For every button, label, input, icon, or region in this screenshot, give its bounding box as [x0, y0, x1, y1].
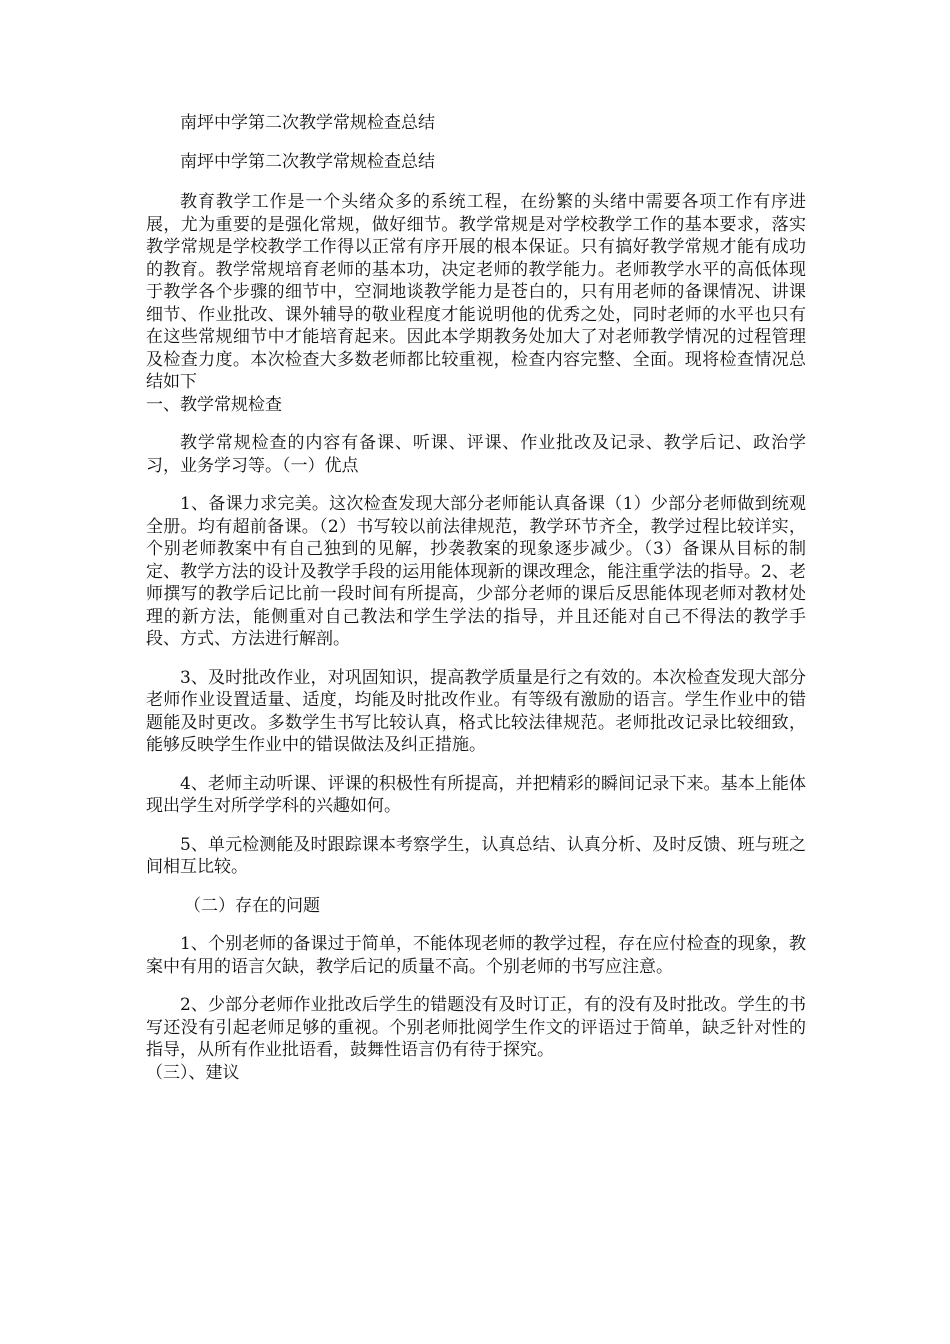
suggestions-heading: （三）、建议 — [146, 1062, 240, 1083]
document-subtitle: 南坪中学第二次教学常规检查总结 — [180, 151, 435, 172]
document-title: 南坪中学第二次教学常规检查总结 — [180, 113, 435, 133]
point-4-paragraph: 4、老师主动听课、评课的积极性有所提高，并把精彩的瞬间记录下来。基本上能体现出学生对所学学科的兴趣如何。 — [146, 773, 806, 816]
point-3-paragraph: 3、及时批改作业，对巩固知识，提高教学质量是行之有效的。本次检查发现大部分老师作业设置适量、适度，均能及时批改作业。有等级有激励的语言。学生作业中的错题能及时更改。多数学生书写比较认真，格式比较法律规范。老师批改记录比较细致，能够反映学生作业中的错误做法及纠正措施。 — [146, 667, 806, 755]
intro-paragraph: 教育教学工作是一个头绪众多的系统工程，在纷繁的头绪中需要各项工作有序进展，尤为重要的是强化常规，做好细节。教学常规是对学校教学工作的基本要求，落实教学常规是学校教学工作得以正常有序开展的根本保证。只有搞好教学常规才能有成功的教育。教学常规培育老师的基本功，决定老师的教学能力。老师教学水平的高低体现于教学各个步骤的细节中，空洞地谈教学能力是苍白的，只有用老师的备课情况、讲课细节、作业批改、课外辅导的敬业程度才能说明他的优秀之处，同时老师的水平也只有在这些常规细节中才能培育起来。因此本学期教务处加大了对老师教学情况的过程管理及检查力度。本次检查大多数老师都比较重视，检查内容完整、全面。现将检查情况总结如下 — [146, 192, 806, 392]
point-1-paragraph: 1、备课力求完美。这次检查发现大部分老师能认真备课（1）少部分老师做到统观全册。均有超前备课。（2）书写较以前法律规范，教学环节齐全，教学过程比较详实，个别老师教案中有自己独到的见解，抄袭教案的现象逐步减少。（3）备课从目标的制定、教学方法的设计及教学手段的运用能体现新的课改理念，能注重学法的指导。2、老师撰写的教学后记比前一段时间有所提高，少部分老师的课后反思能体现老师对教材处理的新方法，能侧重对自己教法和学生学法的指导，并且还能对自己不得法的教学手段、方式、方法进行解剖。 — [146, 494, 806, 649]
section-heading-routine-check: 一、教学常规检查 — [146, 394, 282, 415]
problems-heading: （二）存在的问题 — [184, 895, 320, 916]
problem-1-paragraph: 1、个别老师的备课过于简单，不能体现老师的教学过程，存在应付检查的现象，教案中有用的语言欠缺，教学后记的质量不高。个别老师的书写应注意。 — [146, 934, 806, 977]
section-intro-paragraph: 教学常规检查的内容有备课、听课、评课、作业批改及记录、教学后记、政治学习，业务学习等。（一）优点 — [146, 433, 806, 476]
point-5-paragraph: 5、单元检测能及时跟踪课本考察学生，认真总结、认真分析、及时反馈、班与班之间相互比较。 — [146, 834, 806, 877]
document-page — [146, 112, 806, 1084]
problem-2-paragraph: 2、少部分老师作业批改后学生的错题没有及时订正，有的没有及时批改。学生的书写还没有引起老师足够的重视。个别老师批阅学生作文的评语过于简单，缺乏针对性的指导，从所有作业批语看，鼓舞性语言仍有待于探究。 — [146, 995, 806, 1060]
